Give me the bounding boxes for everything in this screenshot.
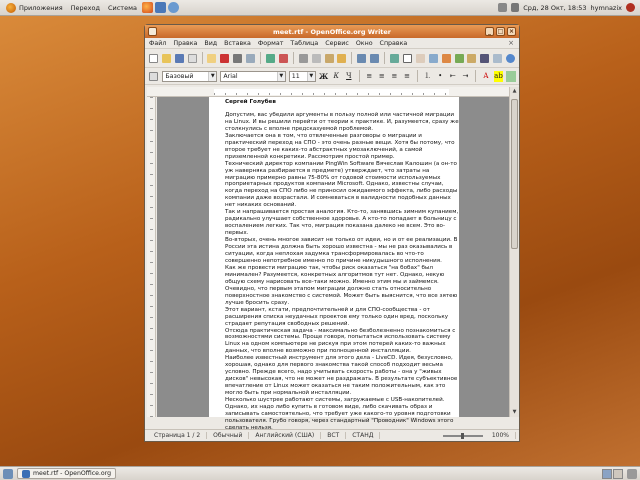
zoom-knob[interactable] [461,433,464,439]
align-center-icon[interactable]: ≡ [378,72,385,80]
zoom-control[interactable] [443,432,516,439]
volume-icon[interactable] [511,3,519,12]
taskbar-writer-button[interactable] [17,468,116,479]
menu-view[interactable]: Вид [204,39,218,47]
writer-app-icon [22,470,30,478]
selection-mode[interactable]: СТАНД [346,432,380,439]
gallery-icon[interactable] [454,52,465,65]
nonprinting-icon[interactable] [479,52,490,65]
status-bar [145,429,519,441]
menu-table[interactable]: Таблица [290,39,319,47]
paragraph: Наиболее известный инструмент для этого дела - LiveCD. Идея, безусловно, хорошая, однако для первого знакомства такой способ подходит весьма условно. Прежде всего, надо учитывать скорость работы - она у "живых дисков" невысокая, что не может не раздражать. В результате субъективное впечатление от Linux может оказаться не таким положительным, как это могло быть при нормальной инсталляции. [225,355,458,397]
paragraph: Заключается она в том, что отвлеченные разговоры о миграции и практический переход на СПО - это очень разные вещи. Хотя бы потому, что второе требует не каких-то абстрактных умозаключений, а самой приземленной конкретики. Рассмотрим простой пример. [225,132,455,160]
ubuntu-logo-icon [6,3,16,13]
menu-edit[interactable]: Правка [173,39,198,47]
bullets-icon[interactable]: • [438,72,443,80]
scrollbar-thumb[interactable] [511,99,518,249]
paragraph: Допустим, вас убедили аргументы в пользу полной или частичной миграции на Linux. И вы решили перейти от теории к практике. И, разумеется, сразу же столкнулись с вполне предсказуемой проблемой. [225,111,459,132]
format-paint-icon[interactable] [337,52,348,65]
scroll-up-icon[interactable]: ▲ [512,88,517,94]
edit-icon[interactable] [207,52,218,65]
toolbar-separator [293,52,294,64]
vertical-ruler[interactable] [147,97,156,417]
horizontal-ruler[interactable] [147,87,519,97]
menu-tools[interactable]: Сервис [325,39,349,47]
user-name[interactable]: hymnazix [590,3,622,12]
new-icon[interactable] [148,52,159,65]
vertical-scrollbar[interactable] [509,87,519,417]
font-name-select[interactable] [220,71,285,82]
styles-formatting-icon[interactable] [148,70,159,83]
increase-indent-icon[interactable]: ⇥ [462,72,469,80]
document-area[interactable] [157,97,511,431]
open-icon[interactable] [161,52,172,65]
align-right-icon[interactable]: ≡ [391,72,398,80]
preview-icon[interactable] [245,52,256,65]
font-size-value: 11 [291,72,300,80]
maximize-icon[interactable]: □ [497,28,504,35]
email-launcher-icon[interactable] [155,2,166,13]
toolbar-separator [351,52,352,64]
document-text[interactable] [225,97,461,432]
zoom-slider[interactable] [443,435,483,437]
justify-icon[interactable]: ≡ [404,72,411,80]
author-name: Сергей Голубев [225,99,276,105]
paste-icon[interactable] [324,52,335,65]
toolbar-separator [202,52,203,64]
paragraph-style-select[interactable] [162,71,217,82]
window-titlebar[interactable] [145,25,519,38]
minimize-icon[interactable]: _ [485,27,494,36]
bottom-panel [0,466,640,480]
workspace-1[interactable] [602,469,612,479]
paragraph-style-value: Базовый [165,72,194,80]
chevron-down-icon: ▼ [208,72,216,81]
font-name-value: Arial [223,72,238,80]
font-color-icon[interactable]: A [483,72,489,80]
taskbar-item-label: meet.rtf - OpenOffice.org [33,470,112,477]
help-launcher-icon[interactable] [168,2,179,13]
paragraph: Как же провести миграцию так, чтобы риск оказаться "на бобах" был минимален? Разумеется, конкретных алгоритмов тут нет. Однако, некую общую схему нарисовать все-таки можно. Именно этим мы и займемся. [225,264,445,285]
paragraph: Очевидно, что первым этапом миграции должно стать относительно поверхностное знакомство с системой. Может быть выяснится, что все зятею лучше бросить сразу. [225,285,458,306]
show-desktop-icon[interactable] [3,469,13,479]
print-icon[interactable] [232,52,243,65]
system-menu[interactable] [105,1,140,15]
toolbar-separator [260,52,261,64]
zoom-value: 100% [486,432,516,439]
paragraph: Отсюда практическая задача - максимально безболезненно познакомиться с возможностями системы. Проще говоря, попытаться использовать систему Linux на одном компьютере не рискуя при этом потерей каких-то важных данных, что вполне возможно при полноценной инсталляции. [225,327,456,355]
cut-icon[interactable] [298,52,309,65]
standard-toolbar [145,49,519,68]
toolbar-separator [384,52,385,64]
menubar [145,38,519,49]
undo-icon[interactable] [356,52,367,65]
copy-icon[interactable] [311,52,322,65]
table-icon[interactable] [402,52,413,65]
help-icon[interactable] [505,52,516,65]
formatting-toolbar [145,68,519,85]
decrease-indent-icon[interactable]: ⇤ [449,72,456,80]
writer-window [144,24,520,442]
chevron-down-icon: ▼ [307,72,315,81]
menu-window[interactable]: Окно [355,39,373,47]
export-pdf-icon[interactable] [219,52,230,65]
toolbar-separator [417,70,418,82]
top-panel [0,0,640,16]
window-title: meet.rtf - OpenOffice.org Writer [272,27,392,36]
paragraph: Во-вторых, очень многое зависит не только от идеи, но и от ее реализации. В России эта истина должна быть хорошо известна - мы не раз оказывались в ситуации, когда неплохая задумка трансформировалась во что-то совершенно непотребное именно по причине никудышного исполнения. [225,237,458,264]
spellcheck-icon[interactable] [265,52,276,65]
trash-icon[interactable] [627,469,637,479]
ruler-scale [214,89,449,95]
places-menu-label: Переход [70,3,100,12]
language-indicator[interactable]: Английский (США) [249,432,321,439]
clock[interactable]: Срд, 28 Окт, 18:53 [523,3,587,12]
mail-icon[interactable] [187,52,198,65]
scroll-down-icon[interactable]: ▼ [512,409,517,415]
power-icon[interactable] [626,3,635,12]
toolbar-separator [475,70,476,82]
hyperlink-icon[interactable] [389,52,400,65]
applications-menu-label: Приложения [19,3,63,12]
page-indicator[interactable]: Страница 1 / 2 [148,432,207,439]
datasource-icon[interactable] [467,52,478,65]
applications-menu[interactable] [3,1,66,15]
draw-icon[interactable] [415,52,426,65]
highlight-icon[interactable]: ab [494,72,503,80]
toolbar-separator [359,70,360,82]
navigator-icon[interactable] [441,52,452,65]
autospell-icon[interactable] [278,52,289,65]
workspace-2[interactable] [613,469,623,479]
paragraph: Технический директор компании PingWin Software Вячеслав Калошин (а он-то уж наверняка разбирается в предмете) утверждает, что затраты на миграцию примерно равны 75-80% от годовой стоимости используемых проприетарных продуктов компании Microsoft. Однако, известны случаи, когда переход на СПО либо не приносил ожидаемого эффекта, либо расходы компании даже возрастали. И сомневаться в валидности подобных данных нет никаких оснований. [225,160,458,209]
menu-format[interactable]: Формат [257,39,284,47]
places-menu[interactable] [68,1,103,15]
system-menu-label: Система [107,3,137,12]
menu-file[interactable]: Файл [149,39,167,47]
document-page[interactable] [209,97,459,431]
align-left-icon[interactable]: ≡ [366,72,373,80]
font-size-select[interactable] [289,71,316,82]
insert-mode[interactable]: ВСТ [321,432,346,439]
redo-icon[interactable] [369,52,380,65]
page-style[interactable]: Обычный [207,432,249,439]
chevron-down-icon: ▼ [277,72,285,81]
firefox-launcher-icon[interactable] [142,2,153,13]
background-icon[interactable] [506,71,516,82]
window-menu-icon[interactable] [148,27,157,36]
menu-help[interactable]: Справка [379,39,408,47]
bold-icon[interactable]: Ж [318,71,329,81]
numbering-icon[interactable]: ⒈ [424,72,432,80]
workspace-switcher[interactable] [602,469,623,479]
close-icon[interactable]: × [508,28,515,35]
find-icon[interactable] [428,52,439,65]
close-document-icon[interactable]: × [508,39,514,47]
network-icon[interactable] [498,3,507,12]
paragraph: Так и напрашивается простая аналогия. Кто-то, занявшись зимним купанием, радикально улучшает собственное здоровье. А кто-то попадает в больницу с воспалением легких. Так что, миграция показана далеко не всем. Это во-первых. [225,209,459,237]
menu-insert[interactable]: Вставка [224,39,251,47]
paragraph: Этот вариант, кстати, предпочтительней и для СПО-сообщества - от расширения списка неудачных проектов ему только один вред, поскольку страдает репутация свободных решений. [225,306,449,327]
zoom-icon[interactable] [492,52,503,65]
save-icon[interactable] [174,52,185,65]
italic-icon[interactable]: К [333,72,339,80]
paragraph: Несколько шустрее работают системы, загружаемые с USB-накопителей. Однако, их надо либо купить в готовом виде, либо скачивать образ и записывать самостоятельно, что требует уже какого-то уровня подготовки пользователя. Грубо говоря, через стандартный "Проводник" Windows этого сделать нельзя. [225,397,454,431]
underline-icon[interactable]: Ч [346,72,352,80]
